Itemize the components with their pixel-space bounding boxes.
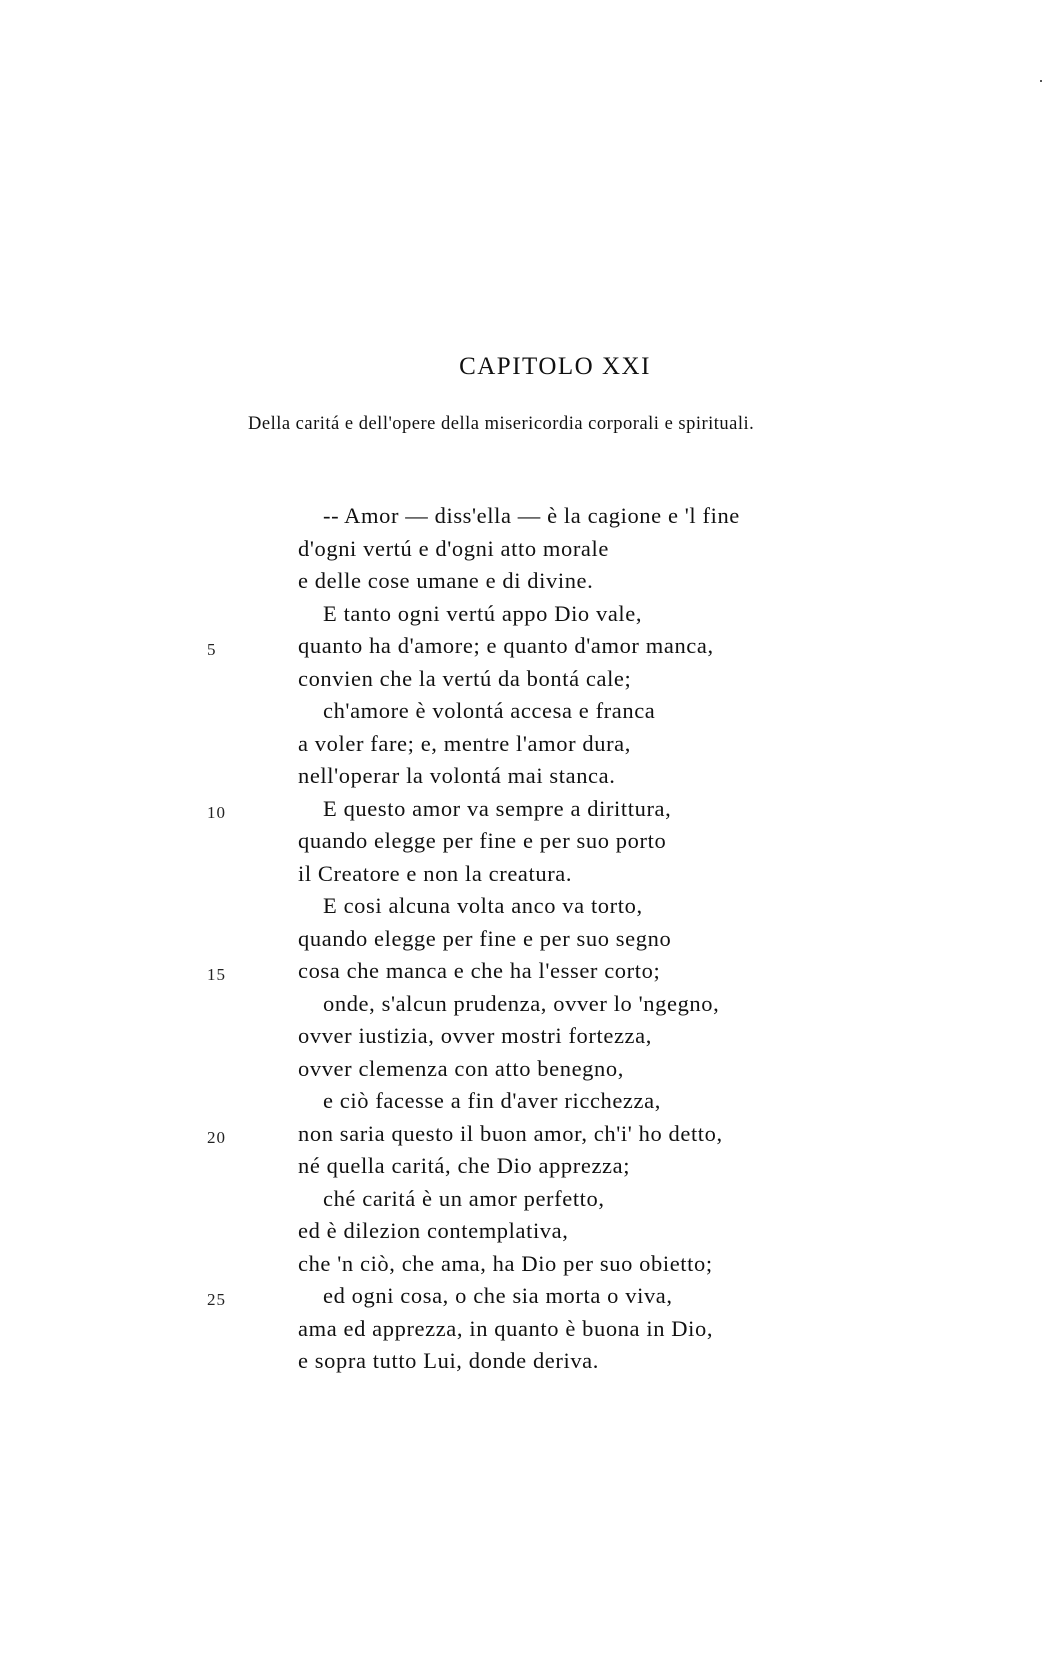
verse-line bbox=[0, 825, 1054, 858]
chapter-subtitle: Della caritá e dell'opere della misericordia corporali e spirituali. bbox=[248, 414, 755, 434]
verse-text: ovver iustizia, ovver mostri fortezza, bbox=[298, 1023, 652, 1048]
line-number: 20 bbox=[207, 1127, 226, 1147]
verse-text: a voler fare; e, mentre l'amor dura, bbox=[298, 730, 631, 756]
verse-text: né quella caritá, che Dio apprezza; bbox=[298, 1153, 631, 1178]
verse-line bbox=[0, 663, 1054, 696]
verse-line bbox=[0, 1020, 1054, 1053]
verse-text: cosa che manca e che ha l'esser corto; bbox=[298, 958, 661, 983]
verse-text: il Creatore e non la creatura. bbox=[298, 860, 573, 886]
verse-line bbox=[0, 1248, 1054, 1281]
verse-line bbox=[0, 890, 1054, 923]
verse-text: e delle cose umane e di divine. bbox=[298, 568, 594, 593]
verse-text: quanto ha d'amore; e quanto d'amor manca, bbox=[298, 633, 714, 658]
verse-text: nell'operar la volontá mai stanca. bbox=[298, 763, 616, 788]
verse-line bbox=[0, 1053, 1054, 1086]
verse-text: non saria questo il buon amor, ch'i' ho detto, bbox=[298, 1120, 723, 1146]
verse-line bbox=[0, 500, 1054, 533]
verse-line bbox=[0, 695, 1054, 728]
verse-line bbox=[0, 533, 1054, 566]
verse-line bbox=[0, 1118, 1054, 1151]
line-number: 15 bbox=[207, 965, 226, 984]
verse-text: ama ed apprezza, in quanto è buona in Dio, bbox=[298, 1315, 714, 1341]
verse-text: convien che la vertú da bontá cale; bbox=[298, 665, 632, 691]
verse-text: ed è dilezion contemplativa, bbox=[298, 1218, 569, 1243]
verse-text: quando elegge per fine e per suo porto bbox=[298, 828, 667, 853]
verse-line bbox=[0, 1280, 1054, 1313]
line-number: 25 bbox=[207, 1290, 226, 1309]
verse-line bbox=[0, 955, 1054, 988]
verse-text: quando elegge per fine e per suo segno bbox=[298, 925, 672, 951]
line-number: 5 bbox=[207, 640, 217, 659]
verse-text: ché caritá è un amor perfetto, bbox=[323, 1185, 605, 1211]
verse-line bbox=[0, 630, 1054, 663]
verse-text: e ciò facesse a fin d'aver ricchezza, bbox=[323, 1088, 661, 1113]
verse-line bbox=[0, 1183, 1054, 1216]
verse-text: E cosi alcuna volta anco va torto, bbox=[323, 893, 643, 918]
verse-text: onde, s'alcun prudenza, ovver lo 'ngegno, bbox=[323, 990, 720, 1016]
verse-line bbox=[0, 858, 1054, 891]
scan-speck bbox=[1040, 80, 1042, 82]
verse-line bbox=[0, 923, 1054, 956]
verse-line bbox=[0, 598, 1054, 631]
verse-text: ed ogni cosa, o che sia morta o viva, bbox=[323, 1283, 673, 1308]
verse-text: -- Amor — diss'ella — è la cagione e 'l fine bbox=[323, 503, 740, 528]
verse-text: ovver clemenza con atto benegno, bbox=[298, 1055, 624, 1081]
verse-line bbox=[0, 760, 1054, 793]
chapter-title: CAPITOLO XXI bbox=[459, 353, 651, 380]
verse-text: E tanto ogni vertú appo Dio vale, bbox=[323, 600, 643, 626]
verse-line bbox=[0, 1215, 1054, 1248]
verse-line bbox=[0, 1313, 1054, 1346]
verse-line bbox=[0, 728, 1054, 761]
verse-line bbox=[0, 793, 1054, 826]
verse-text: d'ogni vertú e d'ogni atto morale bbox=[298, 535, 609, 561]
verse-text: ch'amore è volontá accesa e franca bbox=[323, 698, 656, 723]
verse-text: che 'n ciò, che ama, ha Dio per suo obietto; bbox=[298, 1250, 713, 1276]
verse-text: E questo amor va sempre a dirittura, bbox=[323, 795, 672, 821]
verse-line bbox=[0, 1085, 1054, 1118]
verse-text: e sopra tutto Lui, donde deriva. bbox=[298, 1348, 599, 1373]
verse-line bbox=[0, 988, 1054, 1021]
verse-line bbox=[0, 565, 1054, 598]
verse-block bbox=[0, 500, 1054, 1378]
line-number: 10 bbox=[207, 802, 226, 822]
verse-line bbox=[0, 1150, 1054, 1183]
verse-line bbox=[0, 1345, 1054, 1378]
